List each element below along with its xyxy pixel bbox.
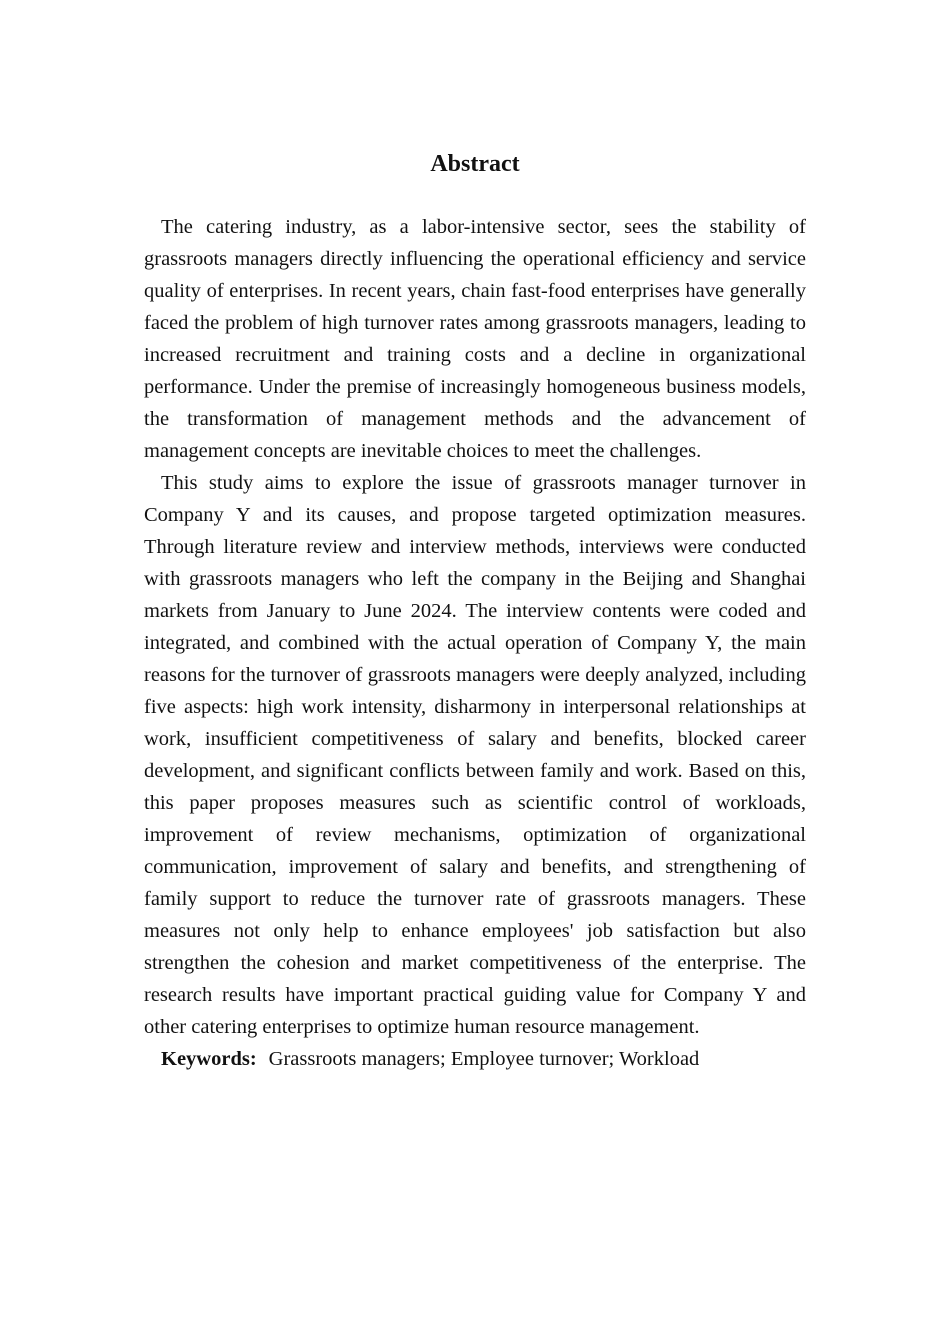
abstract-paragraph-2: This study aims to explore the issue of grassroots manager turnover in Company Y and its causes, and propose targeted optimization measures. Through literature review and interview methods, interviews were conducted with grassroots managers who left the company in the Beijing and Shanghai markets from January to June 2024. The interview contents were coded and integrated, and combined with the actual operation of Company Y, the main reasons for the turnover of grassroots managers were deeply analyzed, including five aspects: high work intensity, disharmony in interpersonal relationships at work, insufficient competitiveness of salary and benefits, blocked career development, and significant conflicts between family and work. Based on this, this paper proposes measures such as scientific control of workloads, improvement of review mechanisms, optimization of organizational communication, improvement of salary and benefits, and strengthening of family support to reduce the turnover rate of grassroots managers. These measures not only help to enhance employees' job satisfaction but also strengthen the cohesion and market competitiveness of the enterprise. The research results have important practical guiding value for Company Y and other catering enterprises to optimize human resource management. xyxy=(144,472,806,1038)
keywords-value: Grassroots managers; Employee turnover; Workload xyxy=(268,1048,700,1070)
abstract-body xyxy=(144,211,806,1075)
keywords-line xyxy=(144,1043,806,1075)
abstract-paragraph-1: The catering industry, as a labor-intensive sector, sees the stability of grassroots managers directly influencing the operational efficiency and service quality of enterprises. In recent years, chain fast-food enterprises have generally faced the problem of high turnover rates among grassroots managers, leading to increased recruitment and training costs and a decline in organizational performance. Under the premise of increasingly homogeneous business models, the transformation of management methods and the advancement of management concepts are inevitable choices to meet the challenges. xyxy=(144,216,806,462)
keywords-label: Keywords: xyxy=(161,1048,257,1070)
abstract-title: Abstract xyxy=(430,151,520,177)
